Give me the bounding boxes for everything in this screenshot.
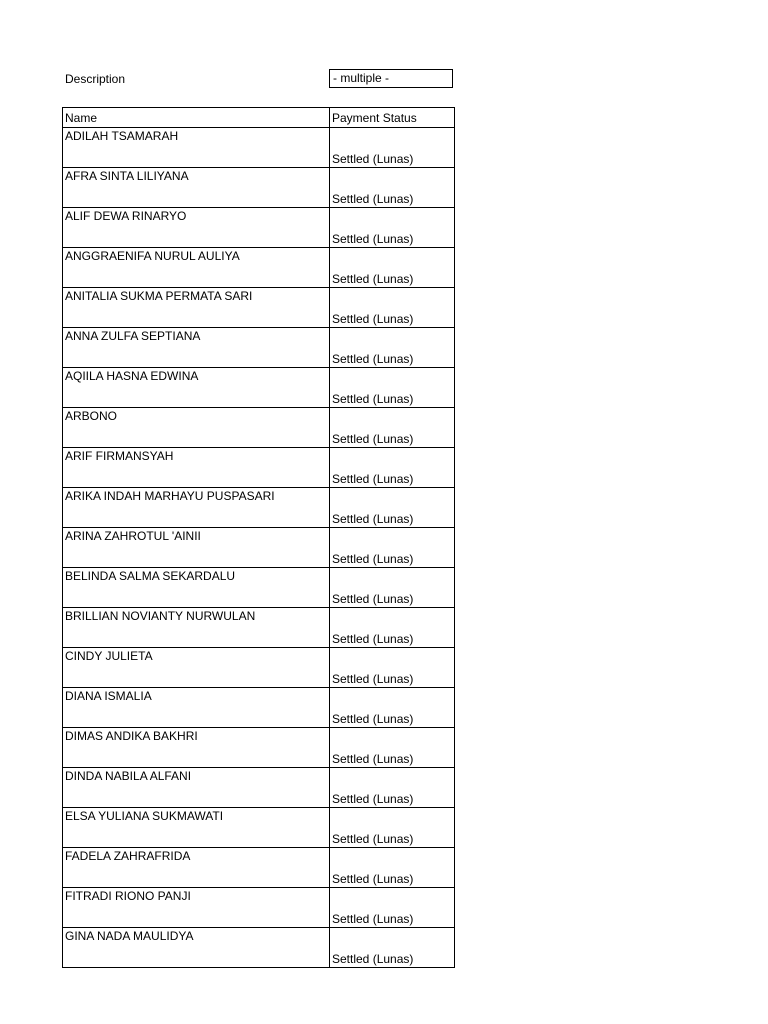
table-row — [63, 208, 455, 248]
payment-status-cell[interactable]: Settled (Lunas) — [330, 168, 455, 208]
name-cell[interactable]: CINDY JULIETA — [63, 648, 330, 688]
table-body — [63, 108, 455, 968]
name-cell[interactable]: DINDA NABILA ALFANI — [63, 768, 330, 808]
table-row — [63, 848, 455, 888]
payment-status-cell[interactable]: Settled (Lunas) — [330, 928, 455, 968]
table-row — [63, 928, 455, 968]
name-cell[interactable]: BRILLIAN NOVIANTY NURWULAN — [63, 608, 330, 648]
table-row — [63, 448, 455, 488]
payment-status-cell[interactable]: Settled (Lunas) — [330, 328, 455, 368]
payment-status-cell[interactable]: Settled (Lunas) — [330, 448, 455, 488]
table-row — [63, 328, 455, 368]
payment-status-cell[interactable]: Settled (Lunas) — [330, 688, 455, 728]
table-row — [63, 608, 455, 648]
payment-status-cell[interactable]: Settled (Lunas) — [330, 408, 455, 448]
payment-status-cell[interactable]: Settled (Lunas) — [330, 368, 455, 408]
table-row — [63, 888, 455, 928]
payment-status-cell[interactable]: Settled (Lunas) — [330, 248, 455, 288]
name-cell[interactable]: AFRA SINTA LILIYANA — [63, 168, 330, 208]
table-row — [63, 648, 455, 688]
payment-table — [62, 107, 455, 968]
name-cell[interactable]: DIANA ISMALIA — [63, 688, 330, 728]
filter-dropdown[interactable]: - multiple - — [329, 69, 453, 88]
table-row — [63, 728, 455, 768]
name-cell[interactable]: FADELA ZAHRAFRIDA — [63, 848, 330, 888]
name-cell[interactable]: AQIILA HASNA EDWINA — [63, 368, 330, 408]
name-cell[interactable]: ARIF FIRMANSYAH — [63, 448, 330, 488]
name-cell[interactable]: ANGGRAENIFA NURUL AULIYA — [63, 248, 330, 288]
column-header-status[interactable]: Payment Status — [330, 108, 455, 128]
payment-status-cell[interactable]: Settled (Lunas) — [330, 528, 455, 568]
payment-status-cell[interactable]: Settled (Lunas) — [330, 288, 455, 328]
name-cell[interactable]: ARIKA INDAH MARHAYU PUSPASARI — [63, 488, 330, 528]
table-row — [63, 568, 455, 608]
name-cell[interactable]: GINA NADA MAULIDYA — [63, 928, 330, 968]
name-cell[interactable]: ARINA ZAHROTUL 'AINII — [63, 528, 330, 568]
payment-status-cell[interactable]: Settled (Lunas) — [330, 568, 455, 608]
payment-status-cell[interactable]: Settled (Lunas) — [330, 728, 455, 768]
table-row — [63, 168, 455, 208]
payment-status-cell[interactable]: Settled (Lunas) — [330, 208, 455, 248]
table-row — [63, 368, 455, 408]
name-cell[interactable]: DIMAS ANDIKA BAKHRI — [63, 728, 330, 768]
name-cell[interactable]: ANITALIA SUKMA PERMATA SARI — [63, 288, 330, 328]
table-row — [63, 408, 455, 448]
column-header-name[interactable]: Name — [63, 108, 330, 128]
filter-label: Description — [65, 72, 126, 86]
table-row — [63, 488, 455, 528]
table-row — [63, 528, 455, 568]
table-row — [63, 128, 455, 168]
payment-status-cell[interactable]: Settled (Lunas) — [330, 608, 455, 648]
name-cell[interactable]: BELINDA SALMA SEKARDALU — [63, 568, 330, 608]
payment-status-cell[interactable]: Settled (Lunas) — [330, 648, 455, 688]
payment-status-cell[interactable]: Settled (Lunas) — [330, 768, 455, 808]
table-header-row — [63, 108, 455, 128]
table-row — [63, 248, 455, 288]
payment-status-cell[interactable]: Settled (Lunas) — [330, 848, 455, 888]
table-row — [63, 288, 455, 328]
payment-status-cell[interactable]: Settled (Lunas) — [330, 888, 455, 928]
payment-status-cell[interactable]: Settled (Lunas) — [330, 808, 455, 848]
table-row — [63, 808, 455, 848]
name-cell[interactable]: ALIF DEWA RINARYO — [63, 208, 330, 248]
table-row — [63, 768, 455, 808]
table-row — [63, 688, 455, 728]
name-cell[interactable]: ELSA YULIANA SUKMAWATI — [63, 808, 330, 848]
payment-status-cell[interactable]: Settled (Lunas) — [330, 488, 455, 528]
name-cell[interactable]: ADILAH TSAMARAH — [63, 128, 330, 168]
name-cell[interactable]: ARBONO — [63, 408, 330, 448]
name-cell[interactable]: ANNA ZULFA SEPTIANA — [63, 328, 330, 368]
payment-status-cell[interactable]: Settled (Lunas) — [330, 128, 455, 168]
name-cell[interactable]: FITRADI RIONO PANJI — [63, 888, 330, 928]
